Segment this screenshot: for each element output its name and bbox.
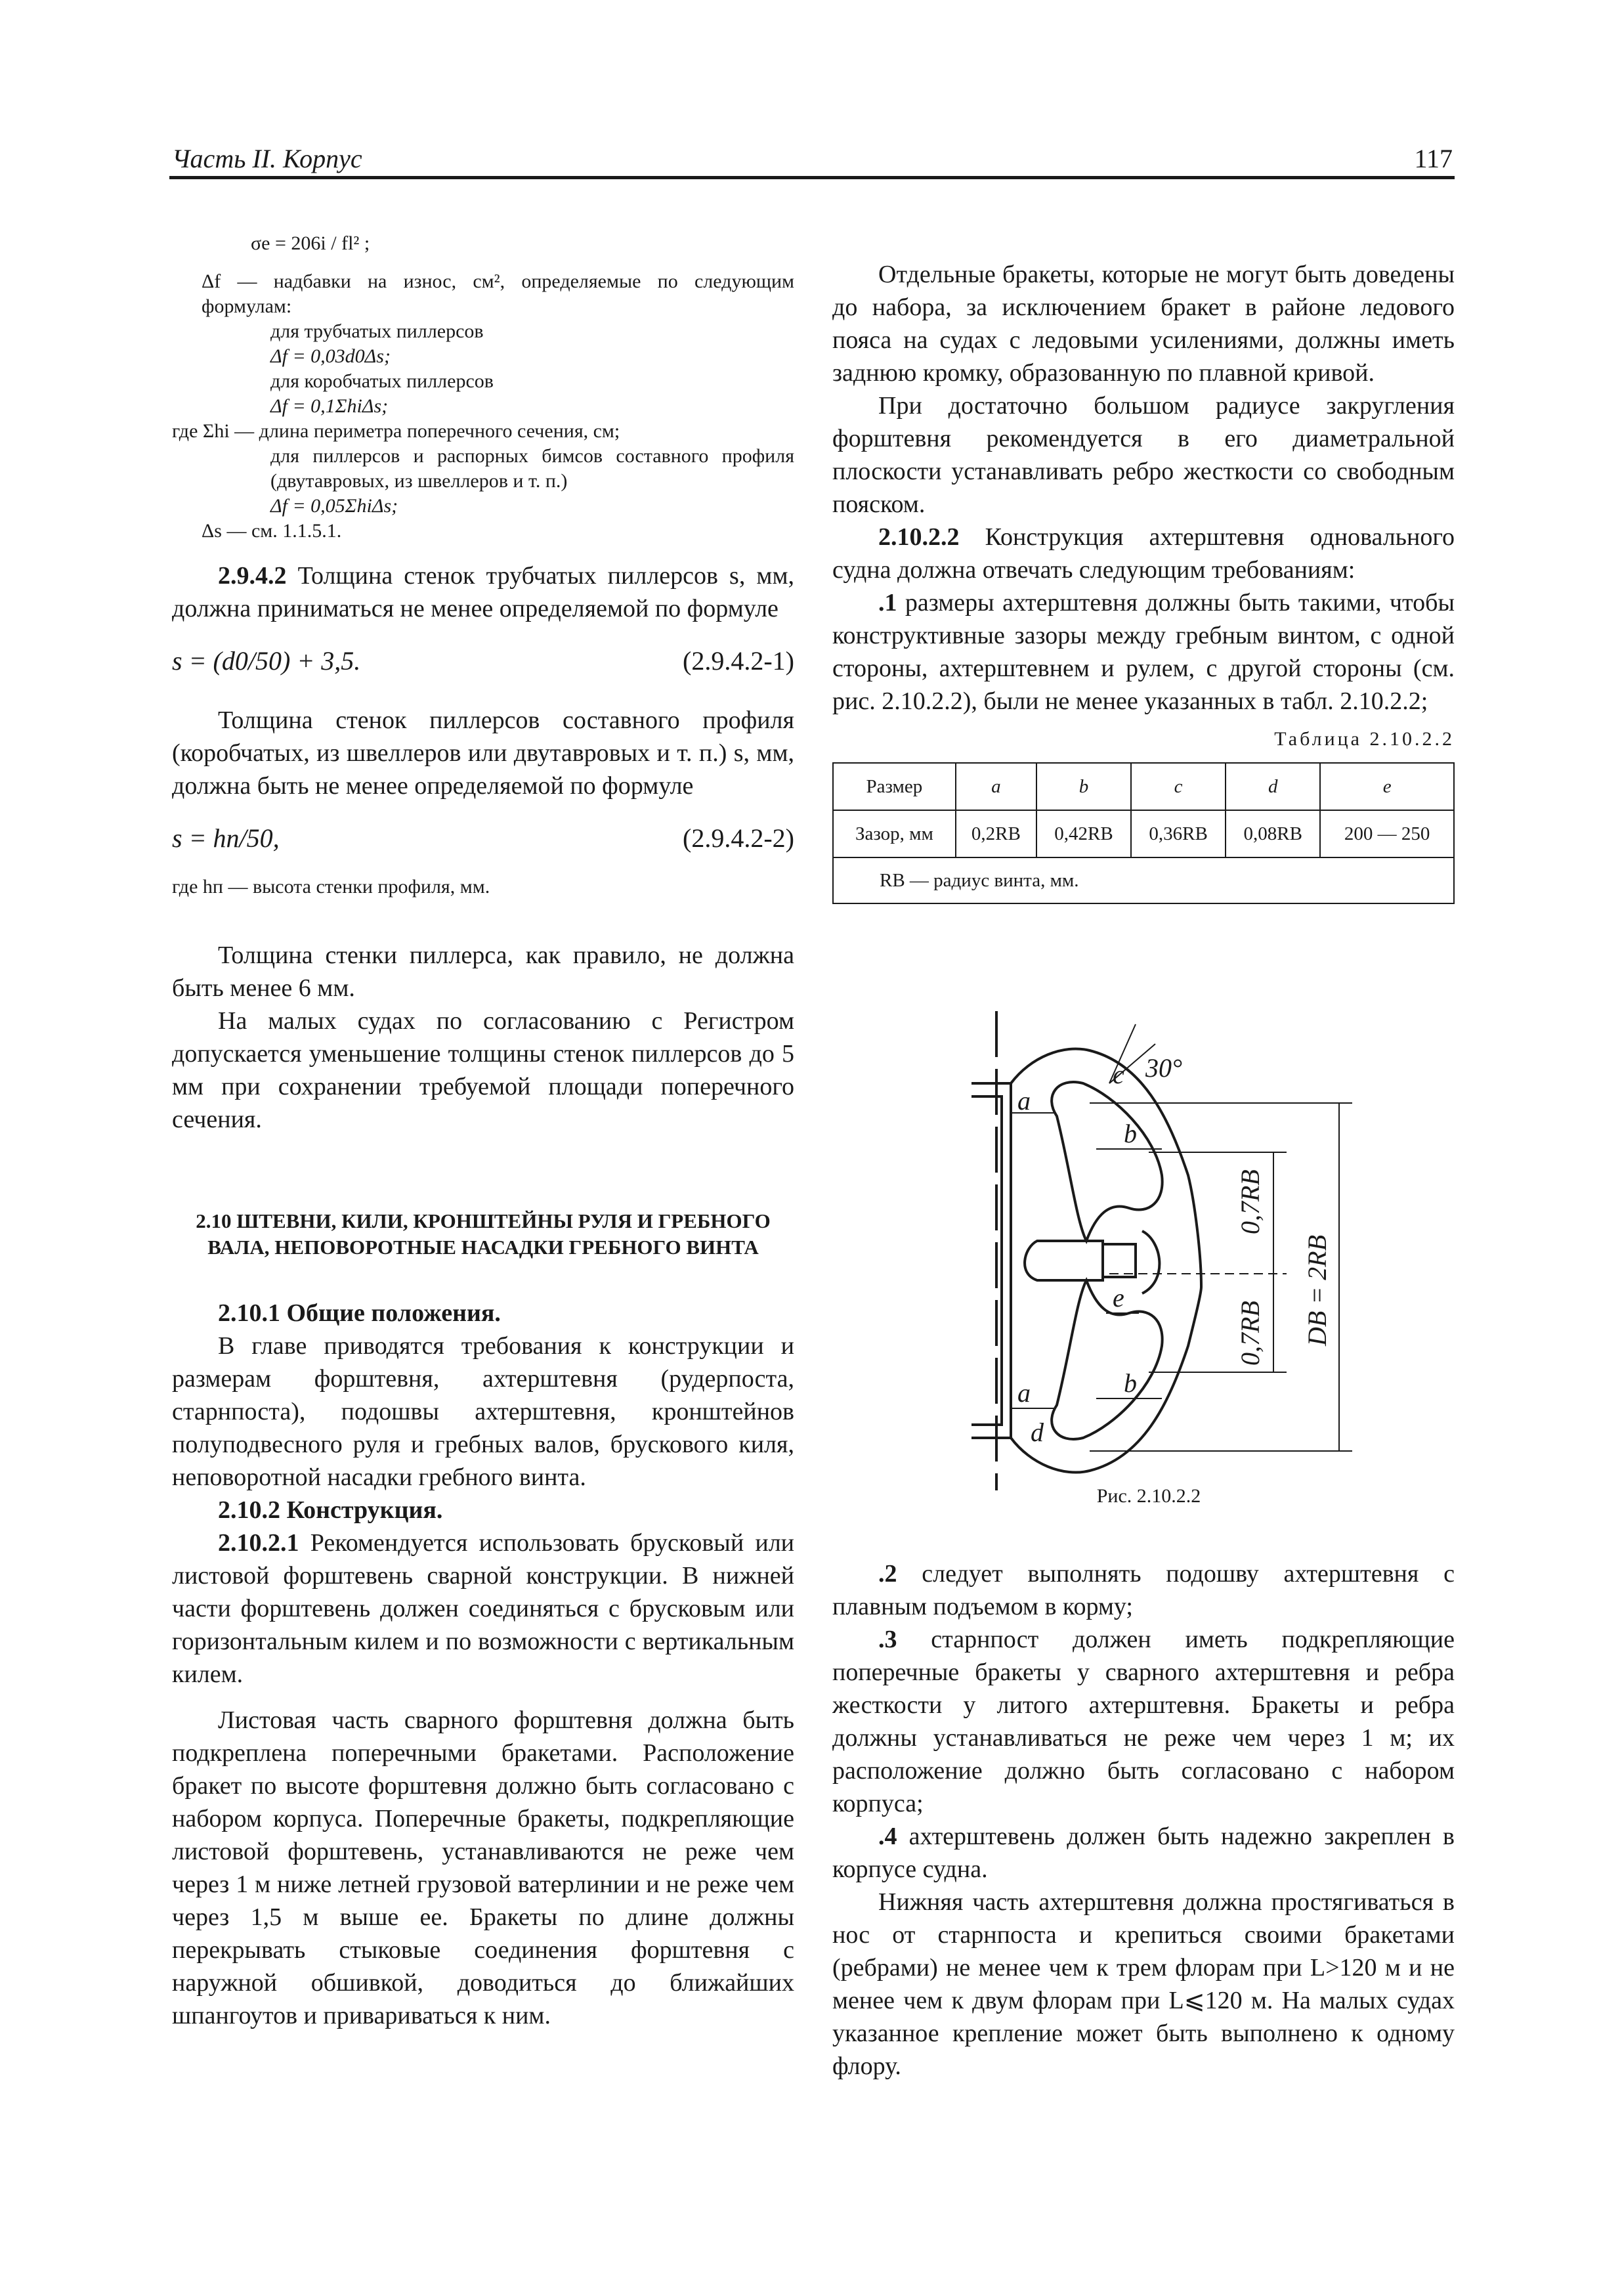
header-rule bbox=[169, 176, 1455, 179]
table-header-cell: a bbox=[956, 763, 1036, 810]
section-title-2-10: 2.10 ШТЕВНИ, КИЛИ, КРОНШТЕЙНЫ РУЛЯ И ГРЕБНОГО ВАЛА, НЕПОВОРОТНЫЕ НАСАДКИ ГРЕБНОГО ВИНТА bbox=[196, 1209, 771, 1259]
right-column-lower bbox=[832, 1557, 1455, 2083]
table-header-cell: e bbox=[1320, 763, 1454, 810]
equation-formula: s = (d0/50) + 3,5. bbox=[172, 646, 361, 676]
label-a-upper: a bbox=[1017, 1086, 1031, 1116]
running-header-title: Часть II. Корпус bbox=[172, 144, 362, 173]
right-column bbox=[832, 258, 1455, 904]
table-row bbox=[833, 810, 1454, 857]
table-cell: Зазор, мм bbox=[833, 810, 956, 857]
paragraph-21021 bbox=[172, 1527, 794, 1691]
paragraph-min-thickness: Толщина стенки пиллерса, как правило, не должна быть менее 6 мм. bbox=[172, 942, 794, 1002]
table-cell: 0,2RB bbox=[956, 810, 1036, 857]
list-item-2 bbox=[832, 1557, 1455, 1623]
table-cell: 0,08RB bbox=[1226, 810, 1320, 857]
clause-number: 2.10.2.1 bbox=[218, 1529, 299, 1557]
table-header-cell: d bbox=[1226, 763, 1320, 810]
note-composite: для пиллерсов и распорных бимсов составного профиля (двутавровых, из швеллеров и т. п.) bbox=[270, 445, 794, 492]
table-header-cell: b bbox=[1036, 763, 1131, 810]
formula-box: Δf = 0,1ΣhiΔs; bbox=[270, 395, 389, 417]
list-item-3 bbox=[832, 1623, 1455, 1820]
equation-number: (2.9.4.2-2) bbox=[683, 823, 794, 853]
item-number: .2 bbox=[878, 1560, 897, 1588]
label-e: e bbox=[1113, 1283, 1124, 1312]
table-note: RB — радиус винта, мм. bbox=[833, 857, 1454, 903]
paragraph-text: Толщина стенок трубчатых пиллерсов s, мм, должна приниматься не менее определяемой по формуле bbox=[172, 562, 795, 622]
rudder-arc bbox=[1142, 1231, 1159, 1293]
item-text: ахтерштевень должен быть надежно закреплен в корпусе судна. bbox=[832, 1823, 1455, 1883]
paragraph-brackets: Отдельные бракеты, которые не могут быть доведены до набора, за исключением бракет в районе ледового пояса на судах с ледовыми усилениями, должны иметь заднюю кромку, образованную по плавной кривой. bbox=[832, 261, 1455, 387]
list-item-1 bbox=[832, 586, 1455, 718]
label-b-lower: b bbox=[1124, 1368, 1137, 1398]
table-header-cell: Размер bbox=[833, 763, 956, 810]
figure-caption: Рис. 2.10.2.2 bbox=[1096, 1485, 1201, 1507]
equation-number: (2.9.4.2-1) bbox=[683, 646, 794, 676]
sigma-formula: σe = 206i / fl² ; bbox=[251, 232, 370, 254]
left-column bbox=[172, 231, 794, 2032]
paragraph-21022 bbox=[832, 521, 1455, 586]
paragraph-sheet-stem: Листовая часть сварного форштевня должна быть подкреплена поперечными бракетами. Расположение бракет по высоте форштевня должно быть согласовано с набором корпуса. Поперечные бракеты, подкрепляющие листовой форштевень, устанавливаются не реже чем через 1 м ниже летней грузовой ватерлинии и не реже чем через 1,5 м выше ее. Бракеты по длине должны перекрывать стыковые соединения форштевня с наружной обшивкой, доводиться до ближайших шпангоутов и привариваться к ним. bbox=[172, 1706, 794, 2029]
table-cell: 0,42RB bbox=[1036, 810, 1131, 857]
label-a-lower: a bbox=[1017, 1378, 1031, 1408]
item-text: следует выполнять подошву ахтерштевня с плавным подъемом в корму; bbox=[832, 1560, 1455, 1620]
clause-number: 2.10.2.2 bbox=[878, 523, 960, 551]
page-number: 117 bbox=[1414, 144, 1453, 173]
list-item-4 bbox=[832, 1820, 1455, 1886]
table-caption: Таблица 2.10.2.2 bbox=[1274, 728, 1455, 750]
note-delta-f: Δf — надбавки на износ, см², определяемые по следующим формулам: bbox=[202, 271, 794, 317]
note-perimeter: где Σhi — длина периметра поперечного сечения, см; bbox=[172, 420, 620, 442]
table-cell: 200 — 250 bbox=[1320, 810, 1454, 857]
heading-2101: 2.10.1 Общие положения. bbox=[218, 1299, 501, 1327]
label-lower-07rb: 0,7RB bbox=[1235, 1301, 1265, 1366]
aperture-upper bbox=[1011, 1049, 1201, 1287]
paragraph-composite: Толщина стенок пиллерсов составного профиля (коробчатых, из швеллеров или двутавровых и т. п.) s, мм, должна быть не менее определяемой по формуле bbox=[172, 706, 794, 800]
table-cell: 0,36RB bbox=[1131, 810, 1226, 857]
label-upper-07rb: 0,7RB bbox=[1235, 1169, 1265, 1234]
item-number: .3 bbox=[878, 1626, 897, 1653]
equation-2942-1 bbox=[172, 645, 794, 678]
heading-2102: 2.10.2 Конструкция. bbox=[218, 1496, 443, 1524]
propeller-blade-lower bbox=[1052, 1280, 1162, 1439]
equation-formula: s = hп/50, bbox=[172, 823, 280, 853]
sternpost-outline bbox=[971, 1083, 1011, 1438]
equation-2942-2 bbox=[172, 822, 794, 855]
formula-composite: Δf = 0,05ΣhiΔs; bbox=[270, 495, 398, 517]
paragraph-radius: При достаточно большом радиусе закругления форштевня рекомендуется в его диаметральной плоскости устанавливать ребро жесткости со свободным пояском. bbox=[832, 392, 1455, 518]
table-header-row bbox=[833, 763, 1454, 810]
label-angle: 30° bbox=[1145, 1053, 1182, 1083]
paragraph-text: Рекомендуется использовать брусковый или листовой форштевень сварной конструкции. В нижней части форштевень должен соединяться с брусковым или горизонтальным килем и по возможности с вертикальным килем. bbox=[172, 1529, 795, 1688]
item-text: размеры ахтерштевня должны быть такими, чтобы конструктивные зазоры между гребным винтом, с одной стороны, ахтерштевнем и рулем, с другой стороны (см. рис. 2.10.2.2), были не менее указанных в табл. 2.10.2.2; bbox=[832, 589, 1455, 715]
paragraph-2942 bbox=[172, 559, 794, 625]
note-tubular: для трубчатых пиллерсов bbox=[270, 320, 484, 342]
paragraph-2101: В главе приводятся требования к конструкции и размерам форштевня, ахтерштевня (рудерпоста, старнпоста), подошвы ахтерштевня, кронштейнов полуподвесного руля и гребных валов, брускового киля, неповоротной насадки гребного винта. bbox=[172, 1332, 794, 1491]
figure-propeller-clearances bbox=[945, 1005, 1372, 1504]
note-box: для коробчатых пиллерсов bbox=[270, 370, 494, 392]
label-b-upper: b bbox=[1124, 1119, 1137, 1148]
item-text: старнпост должен иметь подкрепляющие поперечные бракеты у сварного ахтерштевня и ребра жесткости у литого ахтерштевня. Бракеты и ребра должны устанавливаться не реже чем через 1 м; их расположение должно быть согласовано с набором корпуса; bbox=[832, 1626, 1455, 1817]
table-header-cell: c bbox=[1131, 763, 1226, 810]
paragraph-small-vessels: На малых судах по согласованию с Регистром допускается уменьшение толщины стенок пиллерсов до 5 мм при сохранении требуемой площади поперечного сечения. bbox=[172, 1007, 794, 1133]
shaft-boss bbox=[1103, 1244, 1136, 1277]
note-hp: где hп — высота стенки профиля, мм. bbox=[172, 876, 490, 898]
propeller-hub bbox=[1025, 1241, 1103, 1280]
clause-number: 2.9.4.2 bbox=[218, 562, 287, 590]
propeller-blade-upper bbox=[1052, 1082, 1162, 1241]
label-db: DB = 2RB bbox=[1302, 1234, 1332, 1346]
paragraph-lower-part: Нижняя часть ахтерштевня должна простягиваться в нос от старнпоста и крепиться своими бракетами (ребрами) не менее чем к трем флорам при L>120 м и не менее чем к двум флорам при L⩽120 м. На малых судах указанное крепление может быть выполнено к одному флору. bbox=[832, 1888, 1455, 2080]
item-number: .1 bbox=[878, 589, 897, 617]
label-c: c bbox=[1113, 1060, 1124, 1089]
label-d: d bbox=[1031, 1418, 1044, 1447]
formula-tubular: Δf = 0,03d0Δs; bbox=[270, 345, 391, 367]
note-delta-s: Δs — см. 1.1.5.1. bbox=[202, 520, 342, 542]
table-note-row bbox=[833, 857, 1454, 903]
paragraph-text: Конструкция ахтерштевня одновального судна должна отвечать следующим требованиям: bbox=[832, 523, 1455, 584]
gaps-table bbox=[832, 762, 1455, 904]
item-number: .4 bbox=[878, 1823, 897, 1850]
